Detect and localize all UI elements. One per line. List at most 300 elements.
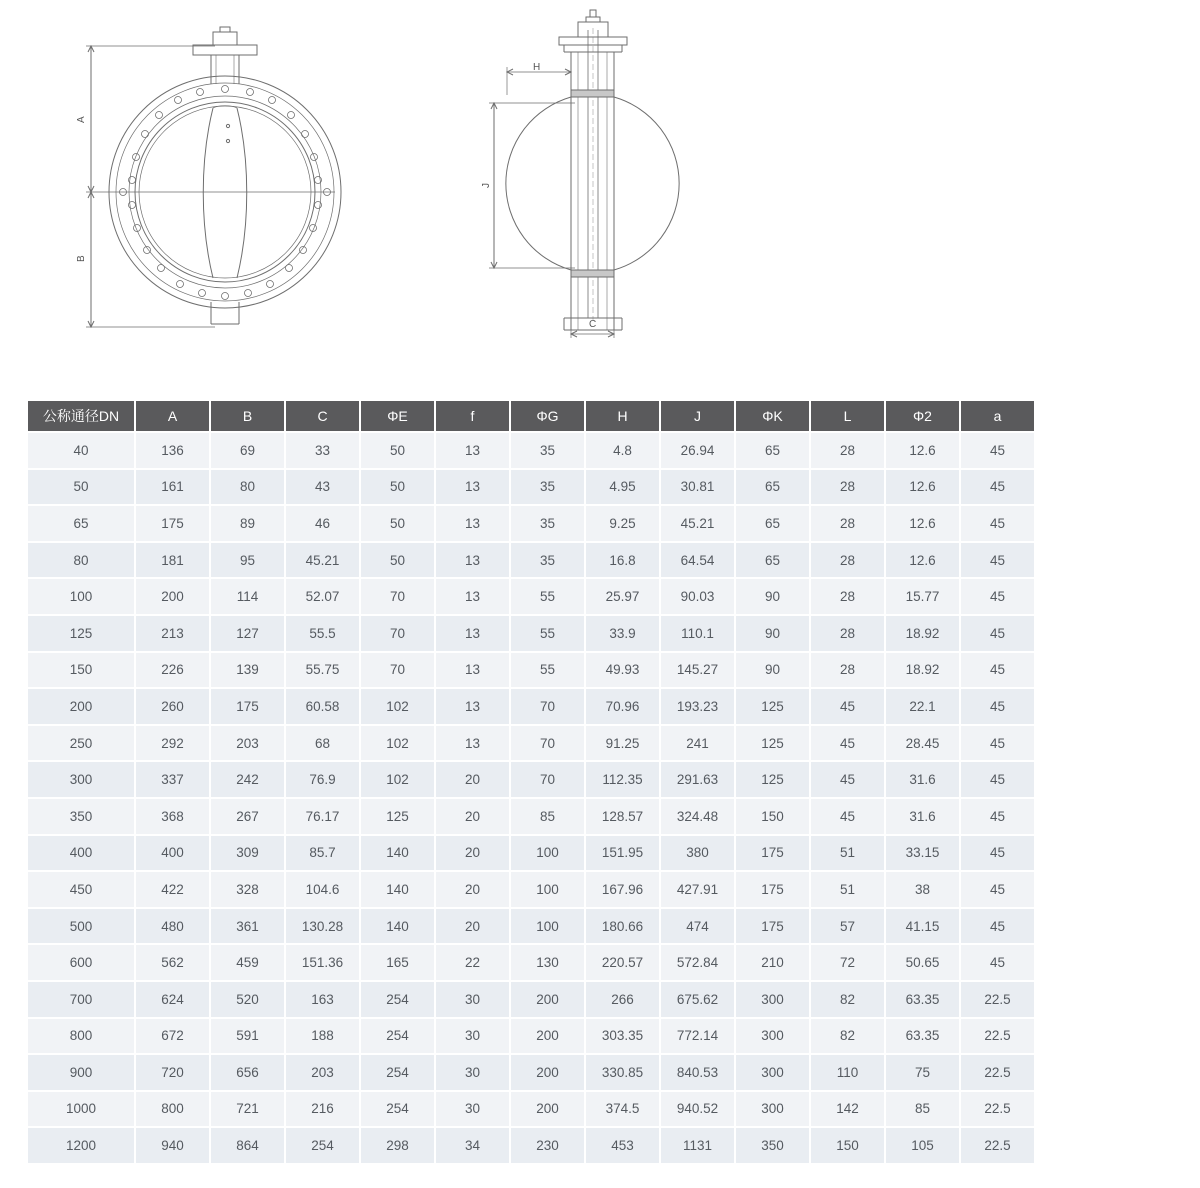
value-cell: 26.94 [661, 433, 734, 468]
value-cell: 13 [436, 653, 509, 688]
value-cell: 75 [886, 1055, 959, 1090]
value-cell: 64.54 [661, 543, 734, 578]
value-cell: 85.7 [286, 836, 359, 871]
value-cell: 254 [361, 982, 434, 1017]
value-cell: 291.63 [661, 762, 734, 797]
bolt-holes [120, 86, 331, 300]
value-cell: 65 [736, 506, 809, 541]
value-cell: 125 [736, 726, 809, 761]
value-cell: 28 [811, 543, 884, 578]
value-cell: 130.28 [286, 909, 359, 944]
value-cell: 139 [211, 653, 284, 688]
value-cell: 76.9 [286, 762, 359, 797]
column-header: H [586, 401, 659, 431]
value-cell: 105 [886, 1128, 959, 1163]
value-cell: 127 [211, 616, 284, 651]
value-cell: 267 [211, 799, 284, 834]
table-row [28, 982, 1034, 1017]
table-row [28, 470, 1034, 505]
dn-cell: 700 [28, 982, 134, 1017]
value-cell: 35 [511, 506, 584, 541]
value-cell: 181 [136, 543, 209, 578]
value-cell: 480 [136, 909, 209, 944]
value-cell: 28.45 [886, 726, 959, 761]
value-cell: 110 [811, 1055, 884, 1090]
label-h: H [533, 62, 541, 73]
value-cell: 200 [511, 1055, 584, 1090]
value-cell: 260 [136, 689, 209, 724]
value-cell: 459 [211, 945, 284, 980]
value-cell: 90.03 [661, 579, 734, 614]
value-cell: 45.21 [661, 506, 734, 541]
value-cell: 720 [136, 1055, 209, 1090]
table-row [28, 1092, 1034, 1127]
value-cell: 50 [361, 433, 434, 468]
value-cell: 55 [511, 653, 584, 688]
table-row [28, 872, 1034, 907]
value-cell: 45 [961, 945, 1034, 980]
value-cell: 298 [361, 1128, 434, 1163]
value-cell: 188 [286, 1019, 359, 1054]
value-cell: 13 [436, 506, 509, 541]
value-cell: 41.15 [886, 909, 959, 944]
value-cell: 104.6 [286, 872, 359, 907]
value-cell: 175 [736, 836, 809, 871]
dn-cell: 1200 [28, 1128, 134, 1163]
value-cell: 165 [361, 945, 434, 980]
value-cell: 562 [136, 945, 209, 980]
value-cell: 241 [661, 726, 734, 761]
value-cell: 38 [886, 872, 959, 907]
value-cell: 114 [211, 579, 284, 614]
value-cell: 772.14 [661, 1019, 734, 1054]
value-cell: 163 [286, 982, 359, 1017]
value-cell: 43 [286, 470, 359, 505]
value-cell: 12.6 [886, 506, 959, 541]
table-row [28, 1128, 1034, 1163]
value-cell: 22.1 [886, 689, 959, 724]
value-cell: 30 [436, 1055, 509, 1090]
column-header: L [811, 401, 884, 431]
value-cell: 13 [436, 579, 509, 614]
value-cell: 100 [511, 909, 584, 944]
table-row [28, 1055, 1034, 1090]
value-cell: 65 [736, 433, 809, 468]
value-cell: 20 [436, 872, 509, 907]
value-cell: 142 [811, 1092, 884, 1127]
technical-drawing [0, 0, 1200, 360]
value-cell: 45 [811, 799, 884, 834]
side-view [489, 10, 679, 338]
table-row [28, 506, 1034, 541]
value-cell: 22.5 [961, 1019, 1034, 1054]
value-cell: 69 [211, 433, 284, 468]
value-cell: 13 [436, 433, 509, 468]
value-cell: 31.6 [886, 762, 959, 797]
value-cell: 90 [736, 579, 809, 614]
value-cell: 22 [436, 945, 509, 980]
value-cell: 4.95 [586, 470, 659, 505]
value-cell: 100 [511, 872, 584, 907]
front-view [86, 27, 341, 327]
dn-cell: 800 [28, 1019, 134, 1054]
value-cell: 70 [511, 689, 584, 724]
label-c: C [589, 319, 597, 330]
value-cell: 300 [736, 1019, 809, 1054]
value-cell: 45 [961, 836, 1034, 871]
value-cell: 242 [211, 762, 284, 797]
value-cell: 30 [436, 982, 509, 1017]
value-cell: 33.9 [586, 616, 659, 651]
value-cell: 591 [211, 1019, 284, 1054]
value-cell: 167.96 [586, 872, 659, 907]
dn-cell: 150 [28, 653, 134, 688]
value-cell: 45 [811, 762, 884, 797]
value-cell: 400 [136, 836, 209, 871]
value-cell: 20 [436, 762, 509, 797]
dn-cell: 350 [28, 799, 134, 834]
table-row [28, 433, 1034, 468]
value-cell: 175 [136, 506, 209, 541]
value-cell: 30 [436, 1019, 509, 1054]
value-cell: 368 [136, 799, 209, 834]
value-cell: 70.96 [586, 689, 659, 724]
value-cell: 35 [511, 543, 584, 578]
column-header: ΦK [736, 401, 809, 431]
value-cell: 672 [136, 1019, 209, 1054]
dn-cell: 80 [28, 543, 134, 578]
table-header-row [28, 401, 1034, 431]
value-cell: 51 [811, 836, 884, 871]
value-cell: 22.5 [961, 982, 1034, 1017]
value-cell: 45 [811, 726, 884, 761]
value-cell: 140 [361, 872, 434, 907]
value-cell: 18.92 [886, 616, 959, 651]
value-cell: 95 [211, 543, 284, 578]
value-cell: 203 [286, 1055, 359, 1090]
value-cell: 200 [136, 579, 209, 614]
value-cell: 675.62 [661, 982, 734, 1017]
value-cell: 200 [511, 1019, 584, 1054]
value-cell: 474 [661, 909, 734, 944]
value-cell: 145.27 [661, 653, 734, 688]
value-cell: 12.6 [886, 470, 959, 505]
value-cell: 303.35 [586, 1019, 659, 1054]
table-body [28, 433, 1034, 1163]
column-header: Φ2 [886, 401, 959, 431]
value-cell: 1131 [661, 1128, 734, 1163]
value-cell: 63.35 [886, 982, 959, 1017]
value-cell: 85 [511, 799, 584, 834]
value-cell: 453 [586, 1128, 659, 1163]
value-cell: 65 [736, 543, 809, 578]
value-cell: 13 [436, 616, 509, 651]
value-cell: 65 [736, 470, 809, 505]
value-cell: 22.5 [961, 1055, 1034, 1090]
value-cell: 292 [136, 726, 209, 761]
value-cell: 254 [361, 1019, 434, 1054]
value-cell: 52.07 [286, 579, 359, 614]
value-cell: 55 [511, 616, 584, 651]
value-cell: 150 [736, 799, 809, 834]
value-cell: 30.81 [661, 470, 734, 505]
table-row [28, 579, 1034, 614]
table-row [28, 653, 1034, 688]
value-cell: 864 [211, 1128, 284, 1163]
valve-drawing-svg [0, 0, 1200, 360]
dn-cell: 200 [28, 689, 134, 724]
value-cell: 12.6 [886, 543, 959, 578]
value-cell: 63.35 [886, 1019, 959, 1054]
value-cell: 91.25 [586, 726, 659, 761]
table-row [28, 726, 1034, 761]
value-cell: 45.21 [286, 543, 359, 578]
value-cell: 180.66 [586, 909, 659, 944]
value-cell: 15.77 [886, 579, 959, 614]
value-cell: 13 [436, 543, 509, 578]
column-header: C [286, 401, 359, 431]
dimension-table [26, 399, 1036, 1165]
value-cell: 940.52 [661, 1092, 734, 1127]
value-cell: 128.57 [586, 799, 659, 834]
value-cell: 624 [136, 982, 209, 1017]
table-row [28, 945, 1034, 980]
value-cell: 254 [286, 1128, 359, 1163]
value-cell: 35 [511, 470, 584, 505]
label-a: A [76, 116, 87, 123]
value-cell: 102 [361, 762, 434, 797]
value-cell: 13 [436, 726, 509, 761]
dn-cell: 100 [28, 579, 134, 614]
dn-cell: 50 [28, 470, 134, 505]
dn-cell: 1000 [28, 1092, 134, 1127]
value-cell: 34 [436, 1128, 509, 1163]
value-cell: 226 [136, 653, 209, 688]
value-cell: 102 [361, 726, 434, 761]
value-cell: 175 [736, 909, 809, 944]
value-cell: 45 [961, 506, 1034, 541]
value-cell: 110.1 [661, 616, 734, 651]
value-cell: 45 [961, 726, 1034, 761]
value-cell: 30 [436, 1092, 509, 1127]
value-cell: 50 [361, 506, 434, 541]
value-cell: 361 [211, 909, 284, 944]
value-cell: 45 [961, 616, 1034, 651]
column-header: f [436, 401, 509, 431]
value-cell: 85 [886, 1092, 959, 1127]
value-cell: 422 [136, 872, 209, 907]
dn-cell: 40 [28, 433, 134, 468]
value-cell: 140 [361, 909, 434, 944]
table-row [28, 799, 1034, 834]
value-cell: 193.23 [661, 689, 734, 724]
value-cell: 721 [211, 1092, 284, 1127]
column-header: ΦG [511, 401, 584, 431]
value-cell: 35 [511, 433, 584, 468]
value-cell: 940 [136, 1128, 209, 1163]
label-j: J [481, 183, 492, 188]
value-cell: 200 [511, 982, 584, 1017]
value-cell: 45 [961, 872, 1034, 907]
value-cell: 9.25 [586, 506, 659, 541]
value-cell: 840.53 [661, 1055, 734, 1090]
column-header: 公称通径DN [28, 401, 134, 431]
value-cell: 300 [736, 1092, 809, 1127]
value-cell: 328 [211, 872, 284, 907]
value-cell: 90 [736, 616, 809, 651]
value-cell: 50.65 [886, 945, 959, 980]
value-cell: 55 [511, 579, 584, 614]
table-row [28, 836, 1034, 871]
value-cell: 216 [286, 1092, 359, 1127]
value-cell: 102 [361, 689, 434, 724]
value-cell: 45 [961, 470, 1034, 505]
value-cell: 28 [811, 470, 884, 505]
value-cell: 151.36 [286, 945, 359, 980]
value-cell: 12.6 [886, 433, 959, 468]
value-cell: 68 [286, 726, 359, 761]
dn-cell: 125 [28, 616, 134, 651]
value-cell: 28 [811, 506, 884, 541]
table-row [28, 1019, 1034, 1054]
value-cell: 76.17 [286, 799, 359, 834]
value-cell: 82 [811, 982, 884, 1017]
value-cell: 112.35 [586, 762, 659, 797]
dn-cell: 65 [28, 506, 134, 541]
value-cell: 70 [361, 653, 434, 688]
value-cell: 210 [736, 945, 809, 980]
table-row [28, 543, 1034, 578]
value-cell: 33.15 [886, 836, 959, 871]
value-cell: 254 [361, 1055, 434, 1090]
value-cell: 337 [136, 762, 209, 797]
column-header: A [136, 401, 209, 431]
value-cell: 656 [211, 1055, 284, 1090]
value-cell: 220.57 [586, 945, 659, 980]
value-cell: 31.6 [886, 799, 959, 834]
value-cell: 13 [436, 689, 509, 724]
dn-cell: 450 [28, 872, 134, 907]
value-cell: 161 [136, 470, 209, 505]
value-cell: 25.97 [586, 579, 659, 614]
table-row [28, 762, 1034, 797]
dn-cell: 300 [28, 762, 134, 797]
value-cell: 20 [436, 799, 509, 834]
value-cell: 45 [961, 762, 1034, 797]
value-cell: 20 [436, 836, 509, 871]
value-cell: 309 [211, 836, 284, 871]
value-cell: 82 [811, 1019, 884, 1054]
value-cell: 57 [811, 909, 884, 944]
value-cell: 300 [736, 1055, 809, 1090]
value-cell: 254 [361, 1092, 434, 1127]
value-cell: 20 [436, 909, 509, 944]
dn-cell: 500 [28, 909, 134, 944]
value-cell: 90 [736, 653, 809, 688]
value-cell: 125 [736, 762, 809, 797]
dn-cell: 900 [28, 1055, 134, 1090]
value-cell: 60.58 [286, 689, 359, 724]
value-cell: 203 [211, 726, 284, 761]
value-cell: 49.93 [586, 653, 659, 688]
value-cell: 13 [436, 470, 509, 505]
value-cell: 150 [811, 1128, 884, 1163]
value-cell: 45 [961, 543, 1034, 578]
value-cell: 46 [286, 506, 359, 541]
value-cell: 28 [811, 579, 884, 614]
value-cell: 28 [811, 653, 884, 688]
value-cell: 80 [211, 470, 284, 505]
value-cell: 45 [961, 579, 1034, 614]
table-row [28, 909, 1034, 944]
value-cell: 45 [961, 433, 1034, 468]
value-cell: 72 [811, 945, 884, 980]
value-cell: 51 [811, 872, 884, 907]
value-cell: 50 [361, 470, 434, 505]
value-cell: 45 [961, 799, 1034, 834]
value-cell: 520 [211, 982, 284, 1017]
value-cell: 70 [361, 579, 434, 614]
value-cell: 50 [361, 543, 434, 578]
value-cell: 55.5 [286, 616, 359, 651]
value-cell: 300 [736, 982, 809, 1017]
value-cell: 374.5 [586, 1092, 659, 1127]
value-cell: 28 [811, 616, 884, 651]
value-cell: 130 [511, 945, 584, 980]
value-cell: 136 [136, 433, 209, 468]
value-cell: 324.48 [661, 799, 734, 834]
value-cell: 151.95 [586, 836, 659, 871]
value-cell: 16.8 [586, 543, 659, 578]
value-cell: 45 [811, 689, 884, 724]
value-cell: 22.5 [961, 1128, 1034, 1163]
value-cell: 350 [736, 1128, 809, 1163]
value-cell: 45 [961, 689, 1034, 724]
value-cell: 4.8 [586, 433, 659, 468]
value-cell: 330.85 [586, 1055, 659, 1090]
value-cell: 89 [211, 506, 284, 541]
value-cell: 380 [661, 836, 734, 871]
value-cell: 45 [961, 653, 1034, 688]
table-row [28, 689, 1034, 724]
value-cell: 45 [961, 909, 1034, 944]
value-cell: 55.75 [286, 653, 359, 688]
value-cell: 125 [736, 689, 809, 724]
value-cell: 427.91 [661, 872, 734, 907]
value-cell: 28 [811, 433, 884, 468]
dn-cell: 600 [28, 945, 134, 980]
label-b: B [76, 255, 87, 262]
value-cell: 70 [511, 762, 584, 797]
value-cell: 70 [361, 616, 434, 651]
value-cell: 140 [361, 836, 434, 871]
value-cell: 572.84 [661, 945, 734, 980]
column-header: ΦE [361, 401, 434, 431]
value-cell: 70 [511, 726, 584, 761]
column-header: a [961, 401, 1034, 431]
value-cell: 18.92 [886, 653, 959, 688]
value-cell: 33 [286, 433, 359, 468]
value-cell: 22.5 [961, 1092, 1034, 1127]
value-cell: 213 [136, 616, 209, 651]
value-cell: 800 [136, 1092, 209, 1127]
value-cell: 230 [511, 1128, 584, 1163]
column-header: J [661, 401, 734, 431]
table-row [28, 616, 1034, 651]
dn-cell: 400 [28, 836, 134, 871]
column-header: B [211, 401, 284, 431]
value-cell: 175 [736, 872, 809, 907]
